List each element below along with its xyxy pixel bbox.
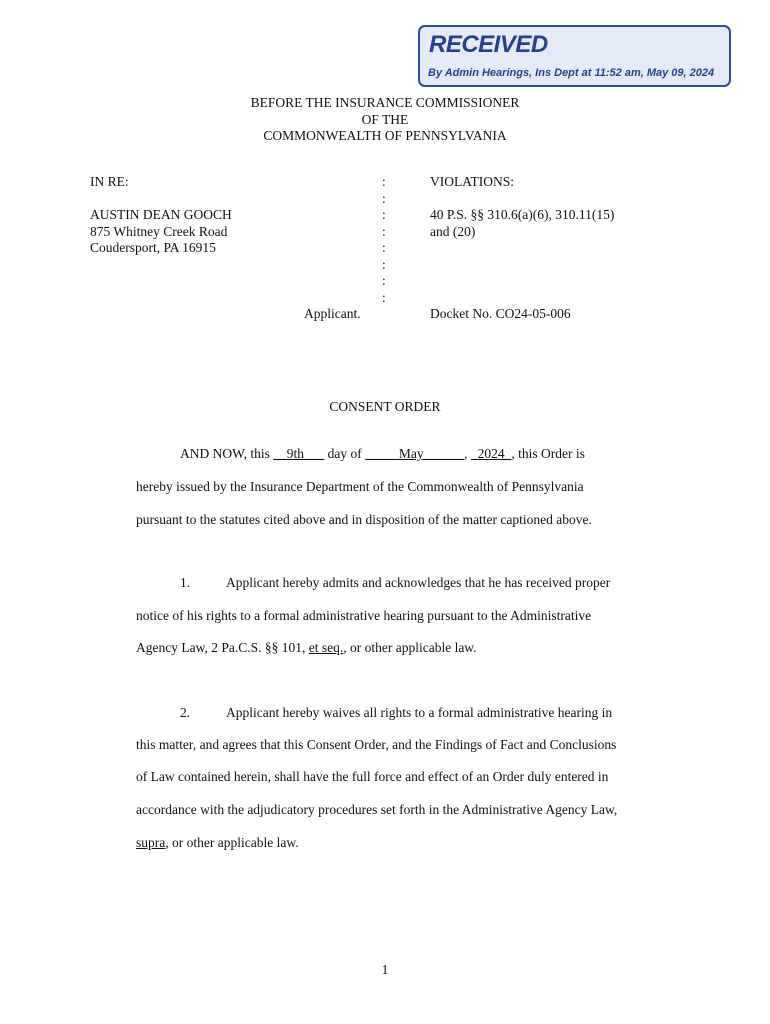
paragraph-2-line-4: accordance with the adjudicatory procedures set forth in the Administrative Agency Law,	[136, 802, 618, 817]
p1-l3-text-b: , or other applicable law.	[343, 640, 477, 655]
paragraph-2-number: 2.	[180, 705, 191, 720]
order-year: _2024_	[470, 446, 512, 461]
received-stamp	[418, 25, 731, 87]
stamp-title: RECEIVED	[429, 31, 548, 58]
caption-colon: :	[382, 174, 386, 189]
document-header	[0, 95, 770, 145]
order-intro-line-3: pursuant to the statutes cited above and in disposition of the matter captioned above.	[136, 512, 592, 527]
paragraph-1-number: 1.	[180, 575, 191, 590]
header-line-3: COMMONWEALTH OF PENNSYLVANIA	[263, 128, 507, 143]
caption-colon: :	[382, 207, 386, 222]
header-line-2: OF THE	[361, 111, 409, 127]
intro-text-3: ,	[464, 446, 471, 461]
caption-colon: :	[382, 190, 386, 206]
respondent-address-2: Coudersport, PA 16915	[90, 240, 216, 255]
paragraph-1-line-3	[136, 640, 656, 656]
respondent-block	[90, 207, 232, 257]
order-intro-line-1	[180, 446, 585, 463]
caption-colon: :	[382, 273, 386, 288]
paragraph-1-line-1: Applicant hereby admits and acknowledges that he has received proper	[226, 575, 611, 590]
order-month: _____May______	[365, 446, 465, 461]
intro-text-1: AND NOW, this	[180, 446, 274, 461]
supra-citation: supra	[136, 835, 166, 850]
paragraph-1-line-2: notice of his rights to a formal administrative hearing pursuant to the Administrative	[136, 608, 592, 623]
paragraph-2-line-2: this matter, and agrees that this Consent Order, and the Findings of Fact and Conclusions	[136, 737, 617, 752]
violations-label: VIOLATIONS:	[430, 174, 514, 189]
respondent-name: AUSTIN DEAN GOOCH	[90, 207, 232, 222]
violations-line-2: and (20)	[430, 223, 476, 239]
respondent-address-1: 875 Whitney Creek Road	[90, 223, 228, 239]
violations-line-1: 40 P.S. §§ 310.6(a)(6), 310.11(15)	[430, 207, 615, 222]
et-seq-citation: et seq.	[308, 640, 344, 655]
order-title: CONSENT ORDER	[329, 399, 441, 414]
applicant-label: Applicant.	[304, 306, 361, 321]
caption-colon: :	[382, 223, 386, 239]
in-re-label: IN RE:	[90, 174, 129, 189]
paragraph-2-line-5	[136, 835, 656, 851]
paragraph-2-line-3: of Law contained herein, shall have the full force and effect of an Order duly entered in	[136, 769, 609, 784]
caption-colon: :	[382, 256, 386, 272]
paragraph-2-line-1: Applicant hereby waives all rights to a formal administrative hearing in	[226, 705, 613, 720]
page-number: 1	[381, 962, 389, 977]
order-day: __9th___	[273, 446, 325, 461]
intro-text-2: day of	[324, 446, 366, 461]
violations-block	[430, 207, 614, 240]
header-line-1: BEFORE THE INSURANCE COMMISSIONER	[250, 95, 520, 110]
p1-l3-text-a: Agency Law, 2 Pa.C.S. §§ 101,	[136, 640, 309, 655]
caption-colon: :	[382, 240, 386, 255]
p2-l5-text-b: , or other applicable law.	[165, 835, 299, 850]
stamp-received-line: By Admin Hearings, Ins Dept at 11:52 am, May 09, 2024	[428, 67, 715, 79]
order-intro-line-2: hereby issued by the Insurance Department of the Commonwealth of Pennsylvania	[136, 479, 584, 494]
intro-text-4: , this Order is	[511, 446, 585, 461]
caption-colon: :	[382, 289, 386, 305]
caption-colon-column	[382, 174, 392, 306]
docket-number: Docket No. CO24-05-006	[430, 306, 571, 321]
